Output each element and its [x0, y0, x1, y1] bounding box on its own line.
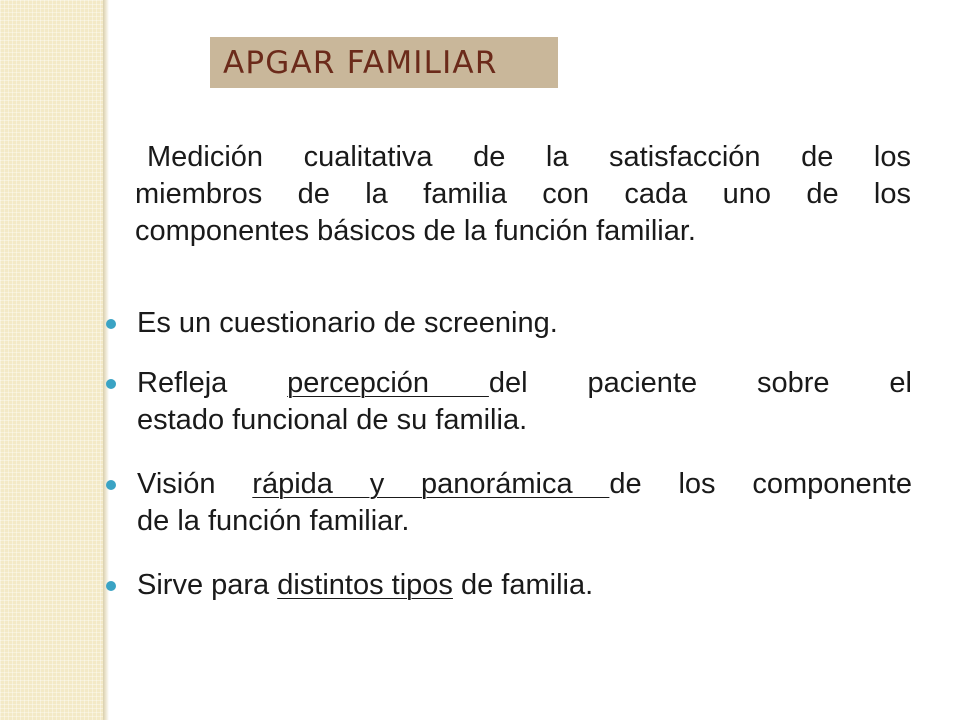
decorative-side-band	[0, 0, 103, 720]
intro-line: miembros de la familia con cada uno de los	[135, 178, 911, 210]
bullet-dot-icon	[106, 581, 116, 591]
bullet-line	[137, 365, 912, 402]
side-band-edge	[103, 0, 109, 720]
underlined-phrase: percepción	[287, 367, 489, 399]
intro-paragraph	[135, 139, 911, 250]
underlined-phrase: rápida y panorámica	[252, 468, 610, 500]
intro-line: componentes básicos de la función familiar.	[135, 215, 696, 247]
bullet-line: de la función familiar.	[137, 505, 410, 537]
bullet-line: estado funcional de su familia.	[137, 404, 528, 436]
bullet-text-segment: Visión	[137, 468, 253, 500]
bullet-text-segment: Sirve para	[137, 569, 278, 601]
bullet-text-segment: de los componente	[609, 468, 912, 500]
bullet-line: Es un cuestionario de screening.	[137, 307, 558, 339]
bullet-dot-icon	[106, 379, 116, 389]
intro-line: Medición cualitativa de la satisfacción de los	[147, 141, 911, 173]
bullet-line	[137, 567, 912, 604]
bullet-text	[137, 365, 912, 439]
bullet-text	[137, 305, 912, 342]
bullet-line	[137, 466, 912, 503]
bullet-text-segment: del paciente sobre el	[488, 367, 912, 399]
bullet-dot-icon	[106, 319, 116, 329]
slide-title: APGAR FAMILIAR	[223, 44, 498, 81]
bullet-text-segment: de familia.	[452, 569, 594, 601]
bullet-text	[137, 567, 912, 604]
bullet-text	[137, 466, 912, 540]
bullet-text-segment: Refleja	[137, 367, 288, 399]
underlined-phrase: distintos tipos	[277, 569, 453, 601]
title-box	[210, 37, 558, 88]
bullet-dot-icon	[106, 480, 116, 490]
